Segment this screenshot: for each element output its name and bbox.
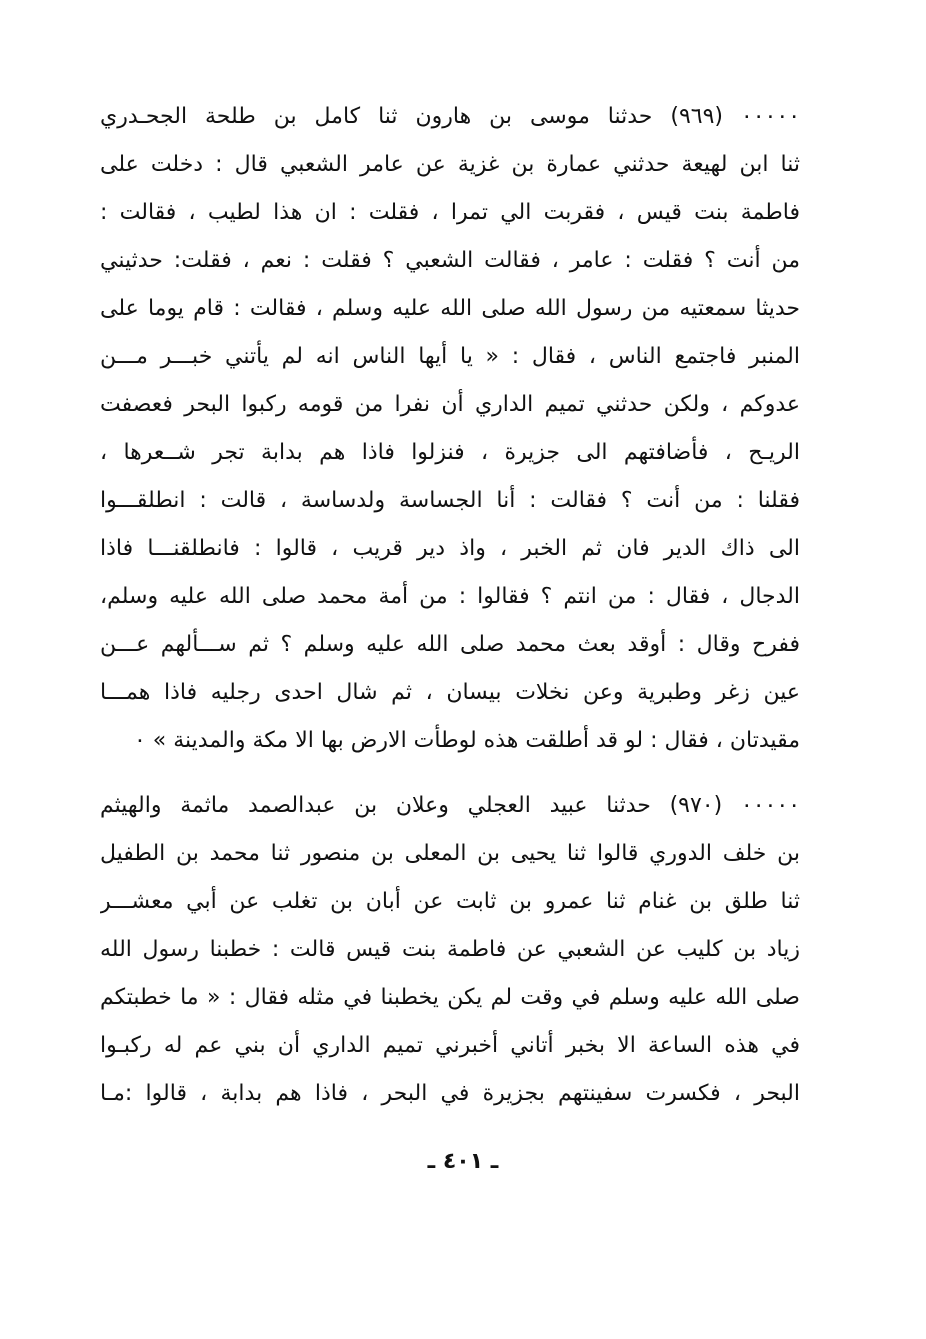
- text-line: البحر ، فكسرت سفينتهم بجزيرة في البحر ، فاذا هم بدابة ، قالوا :مـا: [100, 1081, 800, 1106]
- text-line: فاطمة بنت قيس ، فقربت الي تمرا ، فقلت : ان هذا لطيب ، فقالت :: [100, 200, 800, 225]
- text-line: الريـح ، فأضافتهم الى جزيرة ، فنزلوا فاذا هم بدابة تجر شــعرها ،: [100, 440, 800, 465]
- text-line: عدوكم ، ولكن حدثني تميم الداري أن نفرا من قومه ركبوا البحر فعصفت: [100, 392, 800, 417]
- text-line: زياد بن كليب عن الشعبي عن فاطمة بنت قيس قالت : خطبنا رسول الله: [100, 937, 800, 962]
- text-line: ٠٠٠٠٠ (٩٧٠) حدثنا عبيد العجلي وعلان بن عبدالصمد ماثمة والهيثم: [100, 793, 800, 818]
- text-line: من أنت ؟ فقلت : عامر ، فقالت الشعبي ؟ فقلت : نعم ، فقلت: حدثيني: [100, 248, 800, 273]
- hadith-970: [100, 782, 800, 1118]
- text-line: ثنا طلق بن غنام ثنا عمرو بن ثابت عن أبان بن تغلب عن أبي معشـــر: [100, 889, 800, 914]
- text-line: بن خلف الدوري قالوا ثنا يحيى بن المعلى بن منصور ثنا محمد بن الطفيل: [100, 841, 800, 866]
- text-line: ثنا ابن لهيعة حدثني عمارة بن غزية عن عامر الشعبي قال : دخلت على: [100, 152, 800, 177]
- text-line: فقلنا : من أنت ؟ فقالت : أنا الجساسة ولدساسة ، قالت : انطلقـــوا: [100, 488, 800, 513]
- text-line: المنبر فاجتمع الناس ، فقال : « يا أيها الناس انه لم يأتني خبـــر مـــن: [100, 344, 800, 369]
- text-line: صلى الله عليه وسلم في وقت لم يكن يخطبنا في مثله فقال : « ما خطبتكم: [100, 985, 800, 1010]
- text-line: عين زغر وطبرية وعن نخلات بيسان ، ثم شال احدى رجليه فاذا همـــا: [100, 680, 800, 705]
- text-line: ٠٠٠٠٠ (٩٦٩) حدثنا موسى بن هارون ثنا كامل بن طلحة الجحـدري: [100, 104, 800, 129]
- text-line: في هذه الساعة الا بخبر أتاني أخبرني تميم الداري أن بني عم له ركبـوا: [100, 1033, 800, 1058]
- page-number: ـ ٤٠١ ـ: [427, 1149, 499, 1174]
- text-line: الدجال ، فقال : من انتم ؟ فقالوا : من أمة محمد صلى الله عليه وسلم،: [100, 584, 800, 609]
- text-line: الى ذاك الدير فان ثم الخبر ، واذ دير قريب ، قالوا : فانطلقنـــا فاذا: [100, 536, 800, 561]
- text-line: مقيدتان ، فقال : لو قد أطلقت هذه لوطأت الارض بها الا مكة والمدينة » ٠: [133, 728, 800, 753]
- text-line: حديثا سمعتيه من رسول الله صلى الله عليه وسلم ، فقالت : قام يوما على: [100, 296, 800, 321]
- hadith-969: [100, 93, 800, 765]
- text-line: ففرح وقال : أوقد بعث محمد صلى الله عليه وسلم ؟ ثم ســـألهم عـــن: [100, 632, 800, 657]
